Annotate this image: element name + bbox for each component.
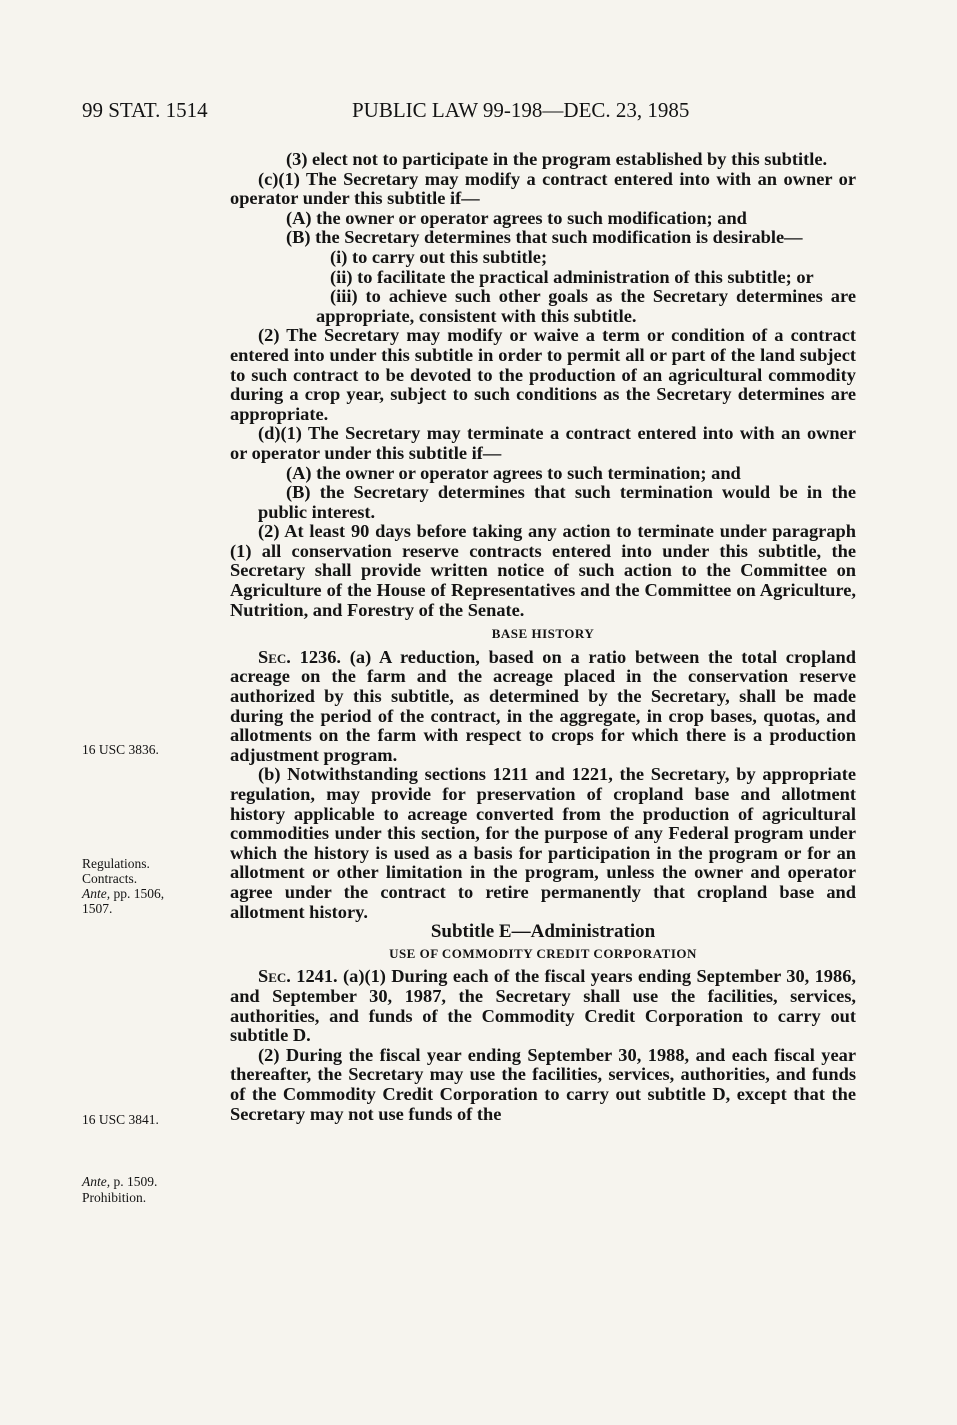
- paragraph: (i) to carry out this subtitle;: [330, 246, 548, 267]
- margin-text: [82, 886, 164, 901]
- paragraph-sec-1236: [230, 648, 856, 766]
- margin-text-italic: Ante,: [82, 1174, 111, 1189]
- paragraph-text: (a)(1) During each of the fiscal years ending September 30, 1986, and September 30, 1987, the Secretary shall use the facilities, services, authorities, and funds of the Commodity Credit Corporation to carry out subtitle D.: [230, 966, 856, 1046]
- paragraph: (B) the Secretary determines that such modification is desirable—: [286, 227, 803, 248]
- paragraph: (A) the owner or operator agrees to such modification; and: [286, 207, 747, 228]
- paragraph: (iii) to achieve such other goals as the Secretary determines are appropriate, consistent with this subtitle.: [316, 286, 856, 326]
- margin-note-ante-prohibition: [82, 1174, 157, 1205]
- margin-text: 16 USC 3836.: [82, 742, 159, 757]
- margin-text: 16 USC 3841.: [82, 1112, 159, 1127]
- paragraph: (A) the owner or operator agrees to such termination; and: [286, 462, 741, 483]
- margin-note-usc-3836: [82, 742, 159, 757]
- stat-page-number: 99 STAT. 1514: [82, 98, 208, 122]
- margin-text-italic: Ante,: [82, 886, 111, 901]
- paragraph: (2) The Secretary may modify or waive a term or condition of a contract entered into under this subtitle in order to permit all or part of the land subject to such contract to be devoted to the production of an agricultural commodity during a crop year, subject to such conditions as the Secretary determines are appropriate.: [230, 325, 856, 424]
- paragraph: (ii) to facilitate the practical administration of this subtitle; or: [330, 266, 814, 287]
- paragraph: (2) During the fiscal year ending September 30, 1988, and each fiscal year thereafter, the Secretary may use the facilities, services, authorities, and funds of the Commodity Credit Corporation to carry out subtitle D, except that the Secretary may not use funds of the: [230, 1044, 856, 1124]
- margin-text: Contracts.: [82, 871, 138, 886]
- margin-text: p. 1509.: [110, 1174, 158, 1189]
- margin-text: Regulations.: [82, 856, 150, 871]
- section-number: Sec. 1241.: [258, 966, 338, 987]
- section-heading-ccc: USE OF COMMODITY CREDIT CORPORATION: [389, 945, 697, 961]
- margin-note-regulations: [82, 856, 164, 916]
- margin-text: [82, 1174, 157, 1189]
- page-header: [82, 98, 872, 130]
- margin-text: Prohibition.: [82, 1190, 147, 1205]
- paragraph: (B) the Secretary determines that such termination would be in the public interest.: [258, 482, 856, 522]
- body-text: [230, 150, 856, 1124]
- paragraph: (3) elect not to participate in the program established by this subtitle.: [286, 149, 828, 169]
- paragraph: (b) Notwithstanding sections 1211 and 1221, the Secretary, by appropriate regulation, may provide for preservation of cropland base and allotment history applicable to acreage converted from the production of agricultural commodities under this section, for the purpose of any Federal program under which the history is used as a basis for participation in the program or for an allotment or other limitation in the program, unless the owner and operator agree under the contract to retire permanently that cropland base and allotment history.: [230, 764, 856, 922]
- section-heading-base-history: BASE HISTORY: [491, 626, 595, 642]
- paragraph-sec-1241: [230, 967, 856, 1045]
- margin-text: pp. 1506,: [110, 886, 165, 901]
- margin-text: 1507.: [82, 901, 113, 916]
- paragraph-text: (a) A reduction, based on a ratio between the total cropland acreage on the farm and the acreage placed in the conservation reserve authorized by this subtitle, as determined by the Secretary, shall be made during the period of the contract, in the aggregate, in crop bases, quotas, and allotments on the farm with respect to crops for which there is a production adjustment program.: [230, 646, 856, 765]
- paragraph: (2) At least 90 days before taking any action to terminate under paragraph (1) all conservation reserve contracts entered into under this subtitle, the Secretary shall provide written notice of such action to the Committee on Agriculture of the House of Representatives and the Committee on Agriculture, Nutrition, and Forestry of the Senate.: [230, 521, 856, 620]
- public-law-title: PUBLIC LAW 99-198—DEC. 23, 1985: [352, 98, 690, 122]
- paragraph: (c)(1) The Secretary may modify a contract entered into with an owner or operator under this subtitle if—: [230, 168, 856, 209]
- subtitle-heading: Subtitle E—Administration: [430, 921, 656, 943]
- section-number: Sec. 1236.: [258, 646, 342, 667]
- paragraph: (d)(1) The Secretary may terminate a contract entered into with an owner or operator under this subtitle if—: [230, 423, 856, 463]
- margin-note-usc-3841: [82, 1112, 159, 1127]
